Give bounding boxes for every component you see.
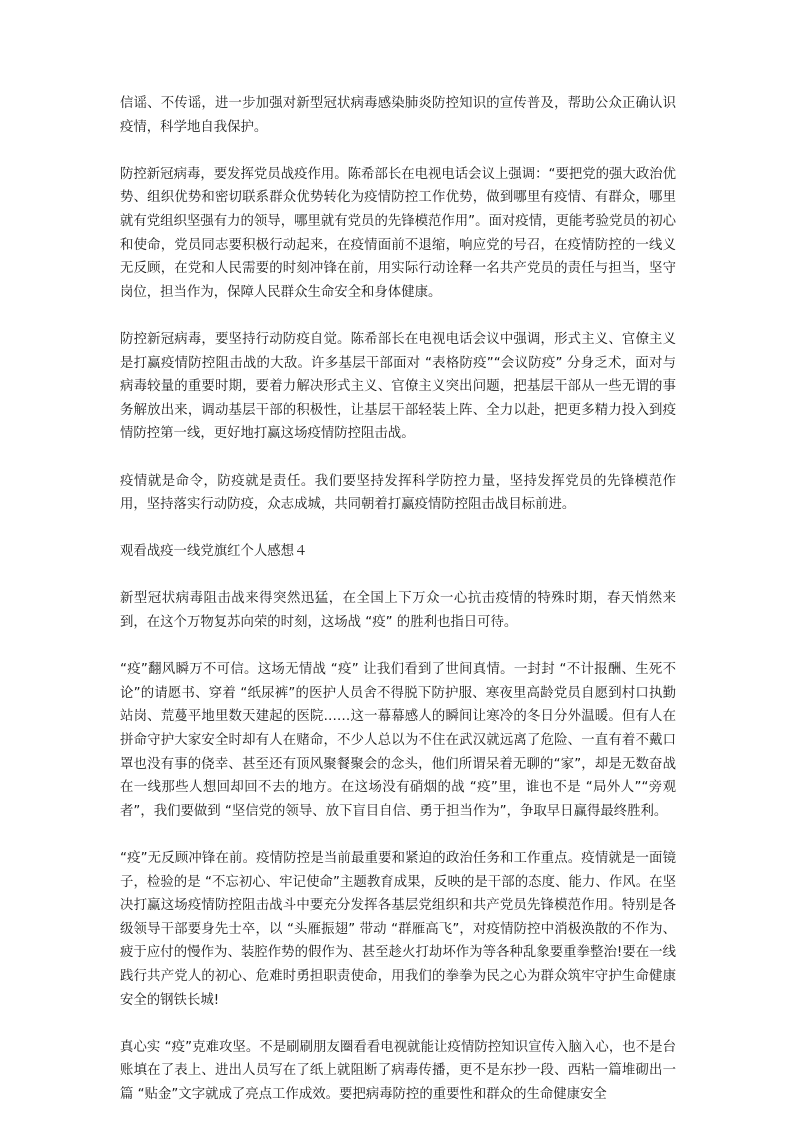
- document-page: [120, 92, 676, 1130]
- paragraph-epidemic-command: 疫情就是命令，防疫就是责任。我们要坚持发挥科学防控力量，坚持发挥党员的先锋模范作用，坚持落实行动防疫，众志成城，共同朝着打赢疫情防控阻击战目标前进。: [120, 473, 676, 513]
- paragraph-rumor: 信谣、不传谣，进一步加强对新型冠状病毒感染肺炎防控知识的宣传普及，帮助公众正确认识疫情，科学地自我保护。: [120, 96, 676, 135]
- paragraph-true-feelings: “疫”翻风瞬万不可信。这场无情战 “疫” 让我们看到了世间真情。一封封 “不计报酬、生死不论”的请愿书、穿着 “纸尿裤”的医护人员舍不得脱下防护服、寒夜里高龄党员自愿到村口执勤站岗、荒蔓平地里数天建起的医院……这一幕幕感人的瞬间让寒冷的冬日分外温暖。但有人在拼命守护大家安全时却有人在赌命，不少人总以为不住在武汉就远离了危险、一直有着不戴口罩也没有事的侥幸、甚至还有顶风聚餐聚会的念头，他们所谓呆着无聊的“家”，却是无数奋战在一线那些人想回却回不去的地方。在这场没有硝烟的战 “疫”里，谁也不是 “局外人”“旁观者”，我们要做到 “坚信党的领导、放下盲目自信、勇于担当作为”，争取早日赢得最终胜利。: [120, 662, 676, 819]
- paragraph-action-epidemic: 防控新冠病毒，要坚持行动防疫自觉。陈希部长在电视电话会议中强调，形式主义、官僚主义是打赢疫情防控阻击战的大敌。许多基层干部面对 “表格防疫”“会议防疫” 分身乏术，面对与病毒较量的重要时期，要着力解决形式主义、官僚主义突出问题，把基层干部从一些无谓的事务解放出来，调动基层干部的积极性，让基层干部轻装上阵、全力以赴，把更多精力投入到疫情防控第一线，更好地打赢这场疫情防控阻击战。: [120, 331, 676, 442]
- paragraph-intro: 新型冠状病毒阻击战来得突然迅猛，在全国上下万众一心抗击疫情的特殊时期，春天悄然来到，在这个万物复苏向荣的时刻，这场战 “疫” 的胜利也指日可待。: [120, 591, 676, 631]
- paragraph-charge-forward: “疫”无反顾冲锋在前。疫情防控是当前最重要和紧迫的政治任务和工作重点。疫情就是一面镜子，检验的是 “不忘初心、牢记使命”主题教育成果，反映的是干部的态度、能力、作风。在坚决打赢这场疫情防控阻击战斗中要充分发挥各基层党组织和共产党员先锋模范作用。特别是各级领导干部要身先士卒，以 “头雁振翅” 带动 “群雁高飞”，对疫情防控中消极涣散的不作为、疲于应付的慢作为、装腔作势的假作为、甚至趁火打劫坏作为等各种乱象要重拳整治!要在一线践行共产党人的初心、危难时勇担职责使命，用我们的拳拳为民之心为群众筑牢守护生命健康安全的钢铁长城!: [120, 851, 676, 1008]
- section-heading: 观看战疫一线党旗红个人感想４: [120, 544, 308, 560]
- paragraph-tackle-difficulties: 真心实 “疫”克难攻坚。不是刷刷朋友圈看看电视就能让疫情防控知识宣传入脑入心，也不是台账填在了表上、进出人员写在了纸上就阻断了病毒传播，更不是东抄一段、西粘一篇堆砌出一篇 “贴金”文字就成了亮点工作成效。要把病毒防控的重要性和群众的生命健康安全: [120, 1039, 676, 1102]
- paragraph-party-member-role: 防控新冠病毒，要发挥党员战疫作用。陈希部长在电视电话会议上强调：“要把党的强大政治优势、组织优势和密切联系群众优势转化为疫情防控工作优势，做到哪里有疫情、有群众，哪里就有党组织坚强有力的领导，哪里就有党员的先锋模范作用”。面对疫情，更能考验党员的初心和使命，党员同志要积极行动起来，在疫情面前不退缩，响应党的号召，在疫情防控的一线义无反顾，在党和人民需要的时刻冲锋在前，用实际行动诠释一名共产党员的责任与担当，坚守岗位，担当作为，保障人民群众生命安全和身体健康。: [120, 166, 676, 300]
